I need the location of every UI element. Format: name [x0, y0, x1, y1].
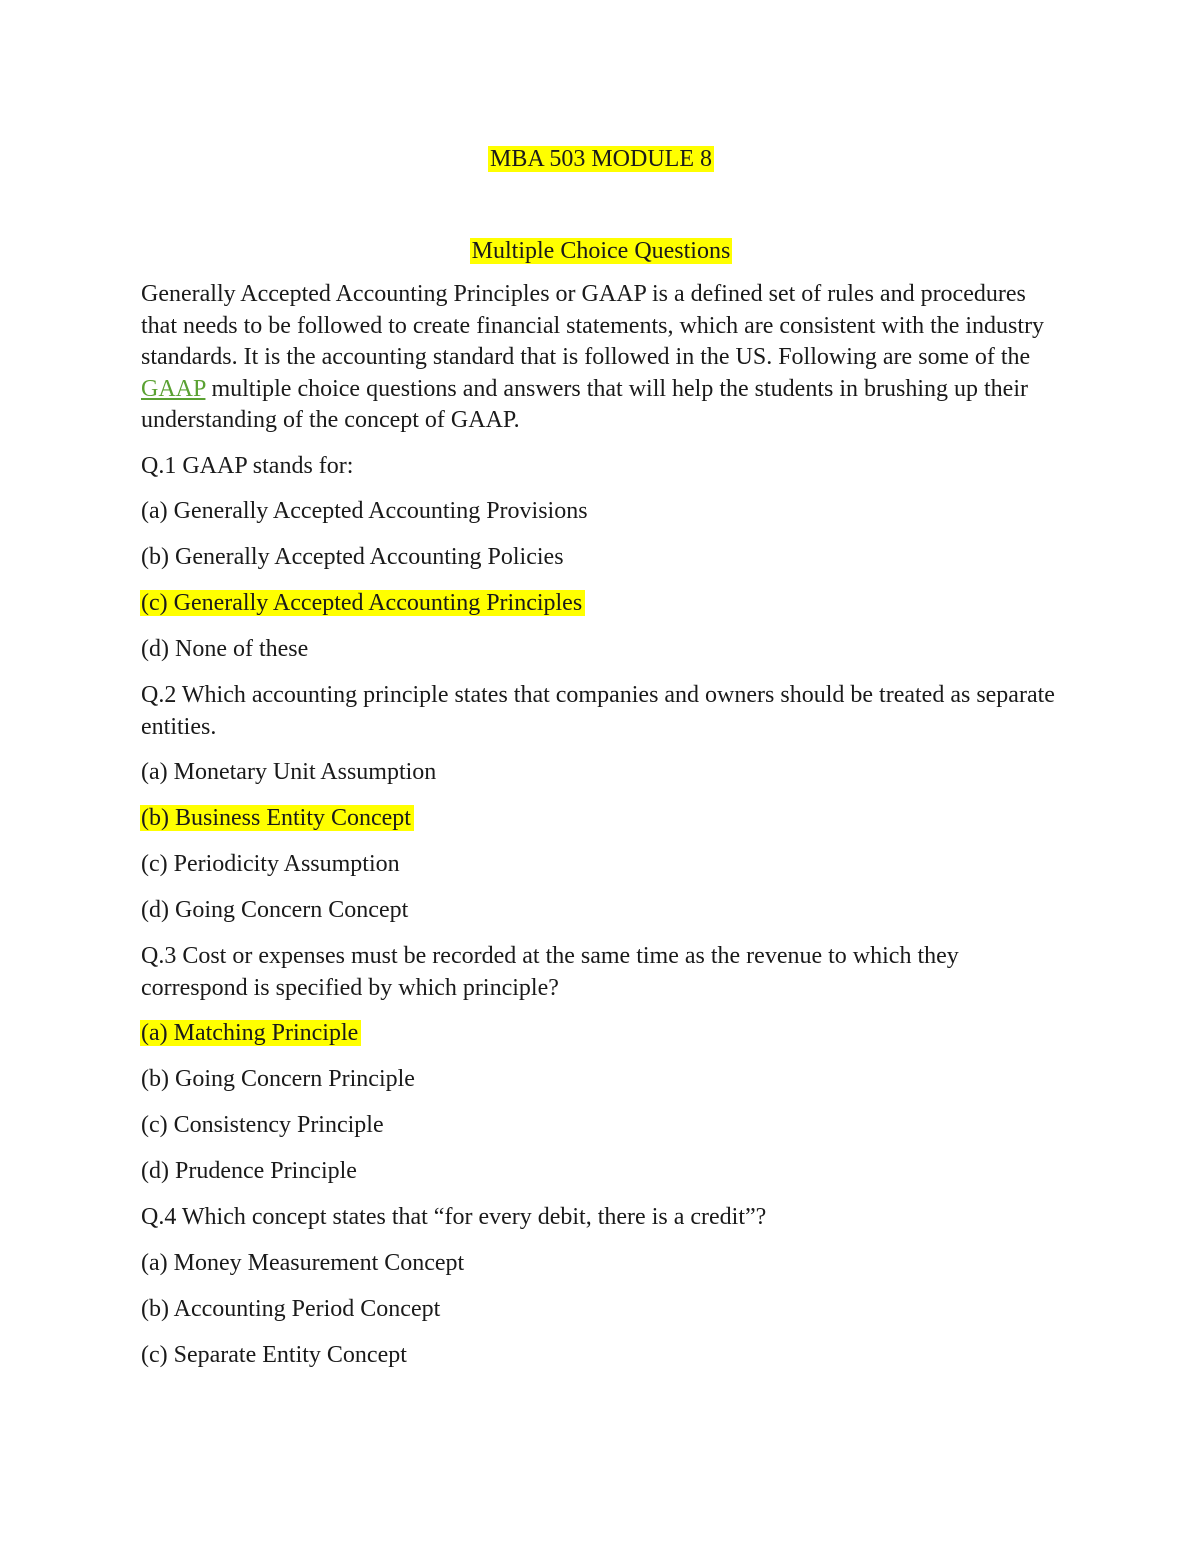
document-title: MBA 503 MODULE 8: [489, 146, 712, 172]
document-title-line: [141, 141, 1061, 177]
intro-text-before: Generally Accepted Accounting Principles or GAAP is a defined set of rules and procedures that needs to be followed to create financial statements, which are consistent with the industry standards. It is the accounting standard that is followed in the US. Following are some of the: [141, 281, 1045, 370]
option-text: (c) Periodicity Assumption: [141, 851, 400, 877]
question-2-option: [141, 757, 1061, 789]
question-4-option: [141, 1294, 1061, 1326]
question-4: Q.4 Which concept states that “for every debit, there is a credit”?: [141, 1204, 767, 1230]
document-content: [141, 141, 1061, 1386]
question-1-option: [141, 634, 1061, 666]
gaap-link[interactable]: GAAP: [141, 375, 206, 402]
highlighted-answer: (c) Generally Accepted Accounting Principles: [140, 590, 585, 616]
question-3-option: [141, 1110, 1061, 1142]
option-text: (b) Generally Accepted Accounting Policies: [141, 544, 564, 570]
document-subtitle-line: [141, 233, 1061, 269]
option-text: (a) Money Measurement Concept: [141, 1249, 465, 1276]
option-text: (c) Consistency Principle: [141, 1112, 384, 1138]
question-4-option: [141, 1340, 1061, 1372]
option-text: (b) Going Concern Principle: [141, 1066, 415, 1092]
question-1-option: [141, 588, 1061, 620]
intro-text-after: multiple choice questions and answers that will help the students in brushing up their understanding of the concept of GAAP.: [141, 375, 1028, 433]
option-text: (a) Generally Accepted Accounting Provisions: [141, 498, 588, 524]
document-subtitle: Multiple Choice Questions: [471, 238, 731, 264]
option-text: (d) Prudence Principle: [141, 1158, 357, 1184]
option-text: (a) Monetary Unit Assumption: [141, 759, 437, 785]
intro-paragraph: [141, 279, 1061, 437]
highlighted-answer: (b) Business Entity Concept: [140, 805, 414, 831]
question-3-option: [141, 1064, 1061, 1096]
question-2-option: [141, 895, 1061, 927]
option-text: (c) Separate Entity Concept: [141, 1341, 407, 1368]
question-2-option: [141, 849, 1061, 881]
option-text: (d) Going Concern Concept: [141, 897, 409, 923]
question-1: Q.1 GAAP stands for:: [141, 452, 354, 479]
question-2: Q.2 Which accounting principle states that companies and owners should be treated as separate entities.: [141, 682, 1055, 740]
highlighted-answer: (a) Matching Principle: [140, 1020, 361, 1046]
question-3-option: [141, 1018, 1061, 1050]
question-3-option: [141, 1156, 1061, 1188]
question-1-option: [141, 496, 1061, 528]
question-3: Q.3 Cost or expenses must be recorded at the same time as the revenue to which they correspond is specified by which principle?: [141, 943, 959, 1001]
question-2-option: [141, 803, 1061, 835]
question-list: [141, 451, 1061, 1372]
option-text: (b) Accounting Period Concept: [141, 1295, 441, 1322]
option-text: (d) None of these: [141, 636, 309, 662]
question-4-option: [141, 1248, 1061, 1280]
question-1-option: [141, 542, 1061, 574]
